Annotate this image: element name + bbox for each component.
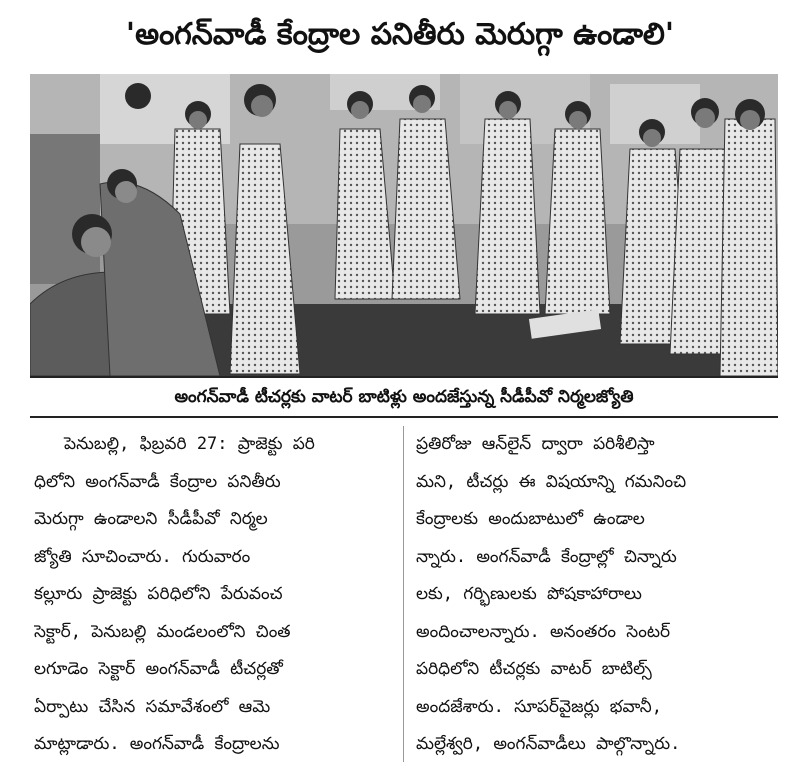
news-photo: [30, 74, 778, 376]
photo-caption: అంగన్‌వాడీ టీచర్లకు వాటర్ బాటిళ్లు అందజేస్తున్న సీడీపీవో నిర్మలజ్యోతి: [30, 376, 778, 418]
article-line: సెక్టార్, పెనుబల్లి మండలంలోని చింత: [34, 621, 291, 642]
article-line: కల్లూరు ప్రాజెక్టు పరిధిలోని పేరువంచ: [34, 584, 283, 604]
column-divider: [403, 426, 404, 762]
article-column-left: [34, 426, 390, 766]
article-line: కేంద్రాలకు అందుబాటులో ఉండాల: [416, 509, 645, 529]
article-line: ప్రతిరోజు ఆన్‌లైన్ ద్వారా పరిశీలిస్తా: [416, 434, 655, 454]
article-line: ధిలోని అంగన్‌వాడీ కేంద్రాల పనితీరు: [34, 471, 281, 492]
article-line: మని, టీచర్లు ఈ విషయాన్ని గమనించి: [416, 471, 687, 492]
article-line: జ్యోతి సూచించారు. గురువారం: [34, 546, 251, 567]
article-line: అందజేశారు. సూపర్‌వైజర్లు భవానీ,: [416, 696, 662, 717]
article-line: మల్లేశ్వరి, అంగన్‌వాడీలు పాల్గొన్నారు.: [416, 734, 681, 754]
article-line: మాట్లాడారు. అంగన్‌వాడీ కేంద్రాలను: [34, 734, 280, 754]
article-line: న్నారు. అంగన్‌వాడీ కేంద్రాల్లో చిన్నారు: [416, 546, 677, 567]
article-line: మెరుగ్గా ఉండాలని సీడీపీవో నిర్మల: [34, 509, 268, 529]
article-line: పరిధిలోని టీచర్లకు వాటర్ బాటిల్స్: [416, 659, 652, 679]
article-line: అందించాలన్నారు. అనంతరం సెంటర్: [416, 621, 671, 642]
article-line: ఏర్పాటు చేసిన సమావేశంలో ఆమె: [34, 696, 271, 717]
article-line: పెనుబల్లి, ఫిబ్రవరి 27: ప్రాజెక్టు పరి: [64, 434, 315, 454]
article-line: లగూడెం సెక్టార్ అంగన్‌వాడీ టీచర్లతో: [34, 659, 283, 679]
group-photo-illustration: [30, 74, 778, 376]
article-line: లకు, గర్భిణులకు పోషకాహారాలు: [416, 584, 642, 604]
headline: 'అంగన్‌వాడీ కేంద్రాల పనితీరు మెరుగ్గా ఉండాలి': [125, 17, 675, 52]
article-column-right: [416, 426, 782, 766]
